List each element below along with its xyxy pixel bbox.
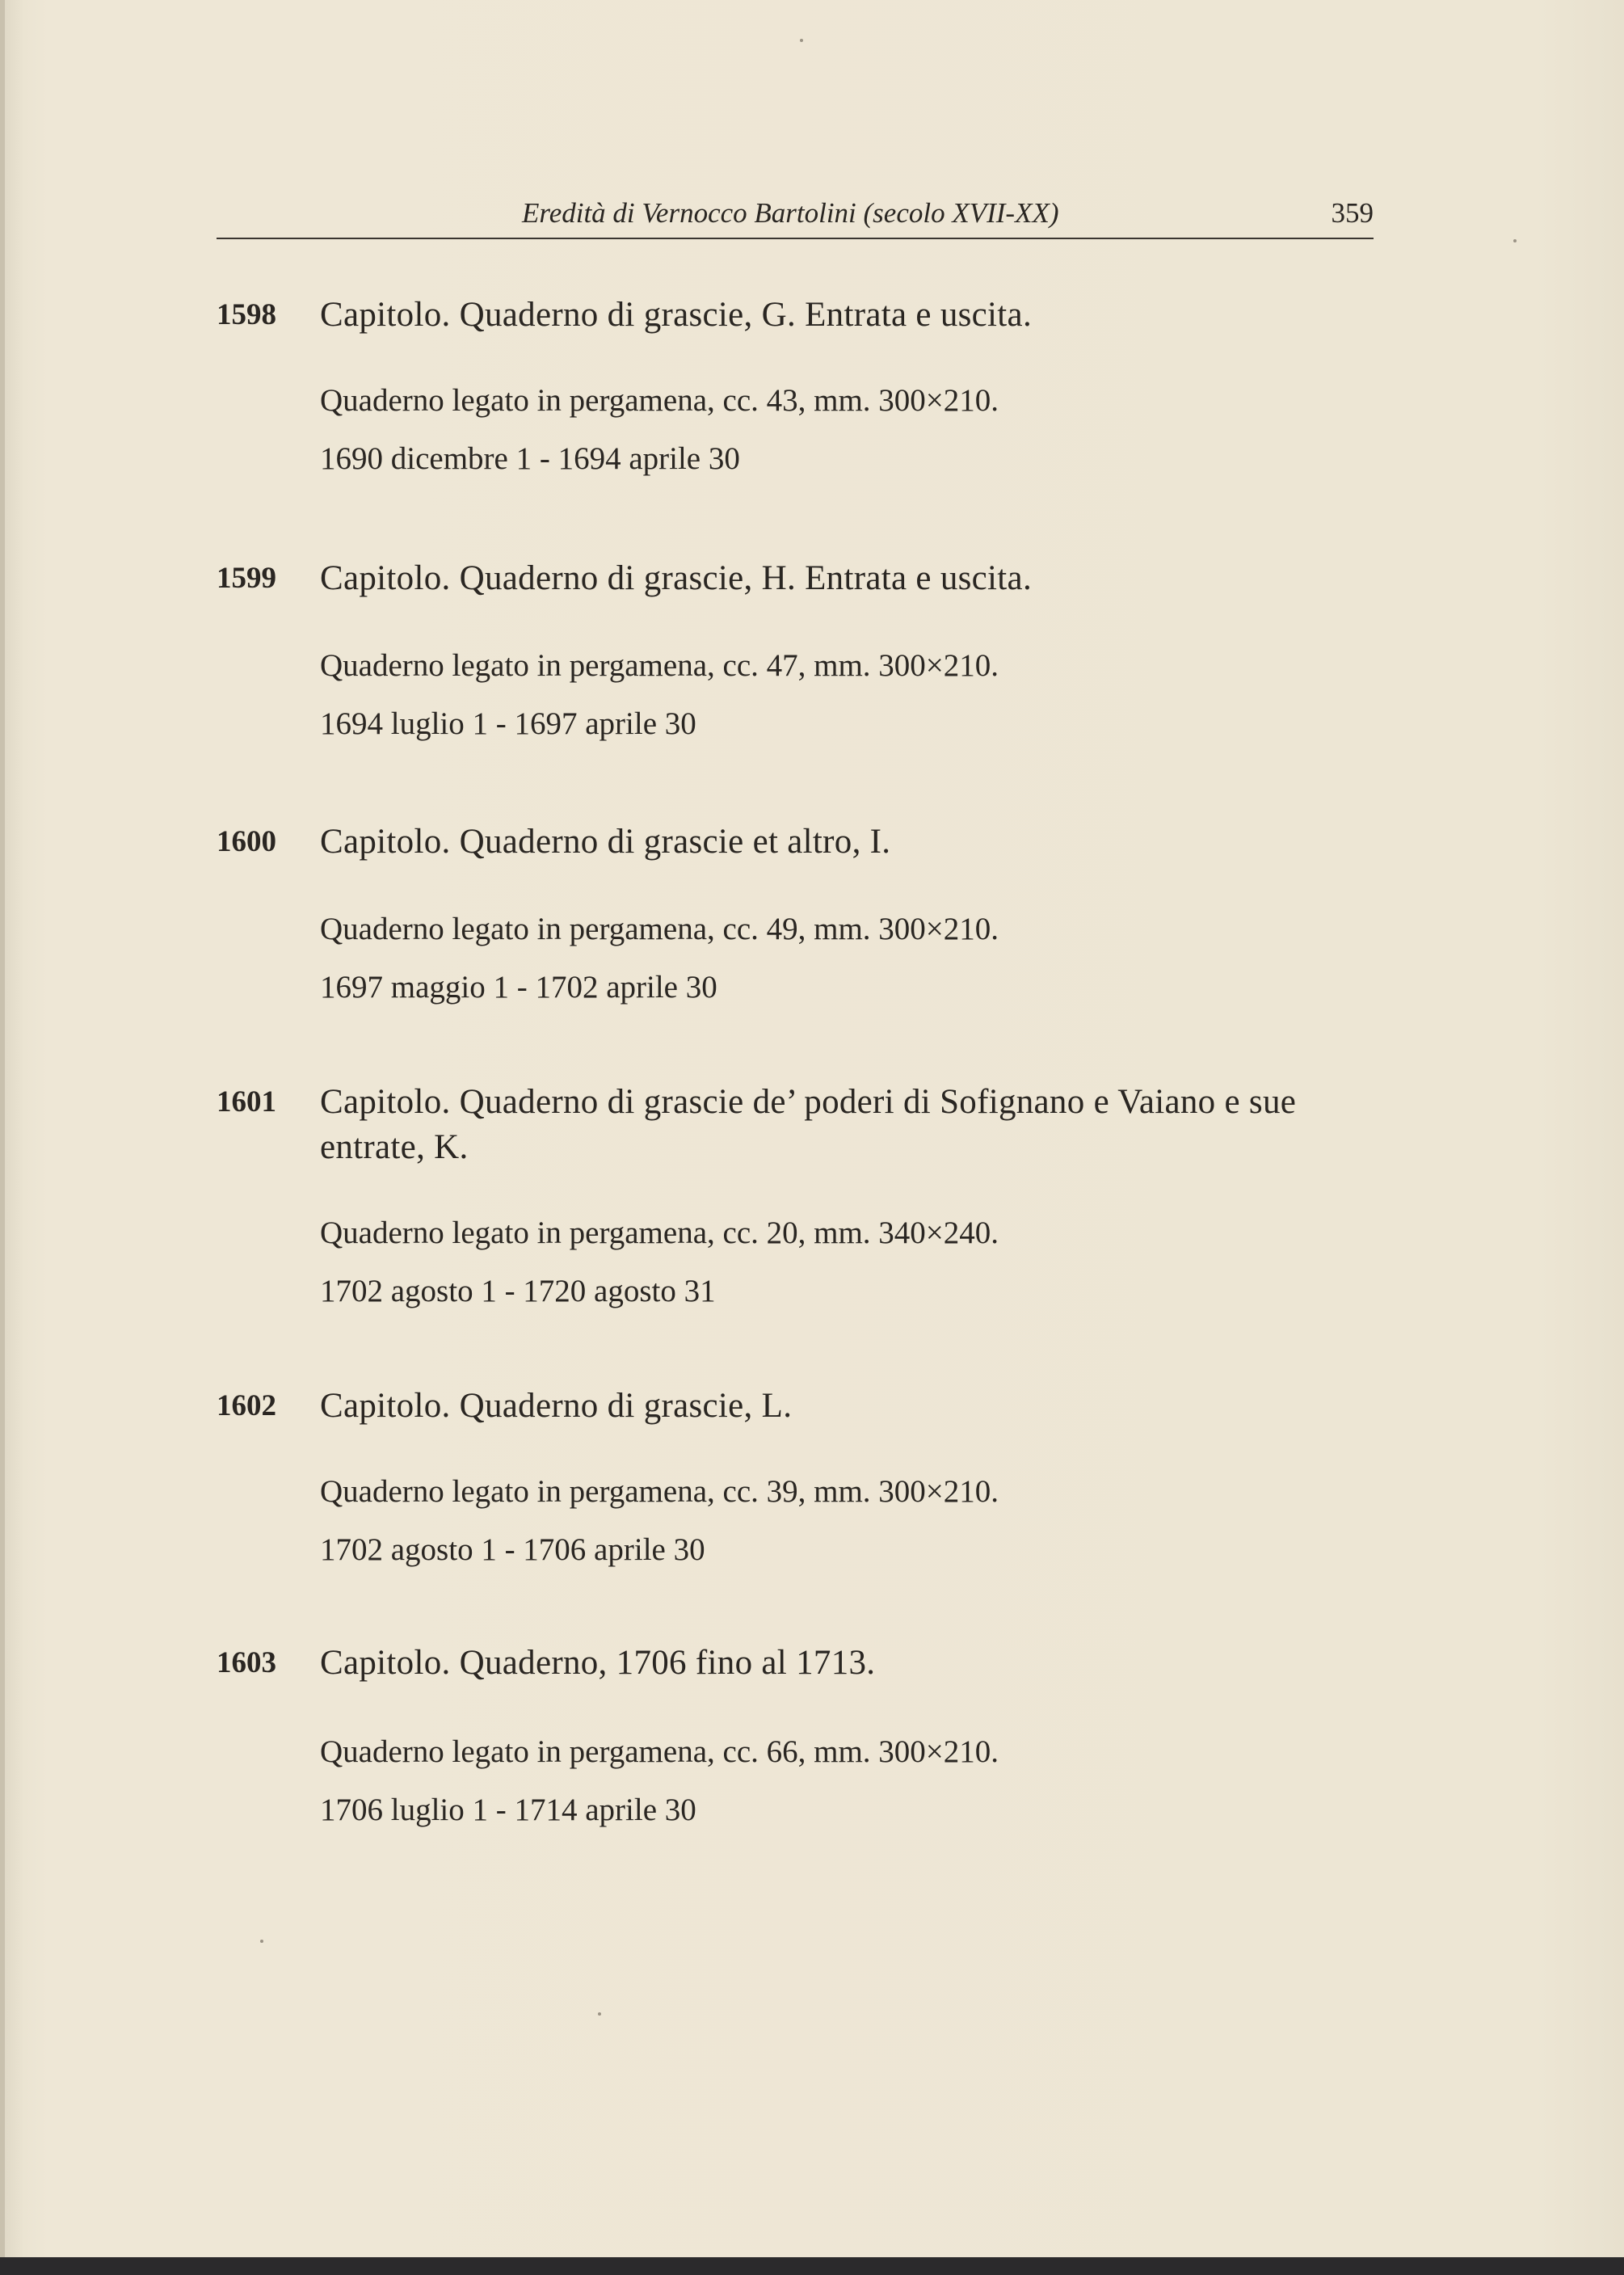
entry-dates: 1706 luglio 1 - 1714 aprile 30 xyxy=(320,1793,696,1827)
entry-description: Quaderno legato in pergamena, cc. 20, mm. 340×240. xyxy=(320,1215,999,1250)
scan-bottom-edge xyxy=(0,2257,1624,2275)
entry-description: Quaderno legato in pergamena, cc. 43, mm. 300×210. xyxy=(320,383,999,418)
page-header xyxy=(217,192,1374,238)
entry-dates: 1694 luglio 1 - 1697 aprile 30 xyxy=(320,706,696,741)
entry-title: Capitolo. Quaderno di grascie, H. Entrata e uscita. xyxy=(320,559,1032,597)
paper-speck xyxy=(1513,239,1517,242)
entry-dates: 1690 dicembre 1 - 1694 aprile 30 xyxy=(320,441,740,476)
entry-dates: 1697 maggio 1 - 1702 aprile 30 xyxy=(320,970,717,1005)
entry-number: 1600 xyxy=(217,825,276,858)
paper-speck xyxy=(800,39,803,42)
entry-title: Capitolo. Quaderno di grascie, G. Entrata e uscita. xyxy=(320,296,1032,334)
entry-dates: 1702 agosto 1 - 1720 agosto 31 xyxy=(320,1274,716,1308)
entry-number: 1602 xyxy=(217,1389,276,1422)
entry-description: Quaderno legato in pergamena, cc. 49, mm. 300×210. xyxy=(320,912,999,946)
entry-number: 1598 xyxy=(217,298,276,331)
entry-number: 1603 xyxy=(217,1646,276,1679)
paper-speck xyxy=(260,1940,263,1943)
entry-title: Capitolo. Quaderno di grascie, L. xyxy=(320,1387,793,1425)
entry-title: Capitolo. Quaderno di grascie de’ poderi di Sofignano e Vaiano e sue entrate, K. xyxy=(320,1083,1297,1166)
entry-title: Capitolo. Quaderno, 1706 fino al 1713. xyxy=(320,1644,876,1682)
header-rule xyxy=(217,238,1374,239)
entry-description: Quaderno legato in pergamena, cc. 47, mm. 300×210. xyxy=(320,648,999,683)
page-number: 359 xyxy=(1331,197,1374,229)
paper-speck xyxy=(598,2012,601,2016)
entry-dates: 1702 agosto 1 - 1706 aprile 30 xyxy=(320,1532,705,1567)
page-left-edge xyxy=(0,0,5,2275)
entry-title: Capitolo. Quaderno di grascie et altro, I. xyxy=(320,823,891,861)
running-title: Eredità di Vernocco Bartolini (secolo XVII-XX) xyxy=(522,197,1059,229)
entry-number: 1599 xyxy=(217,562,276,595)
entry-description: Quaderno legato in pergamena, cc. 39, mm. 300×210. xyxy=(320,1474,999,1509)
entry-description: Quaderno legato in pergamena, cc. 66, mm. 300×210. xyxy=(320,1734,999,1769)
entry-number: 1601 xyxy=(217,1085,276,1119)
